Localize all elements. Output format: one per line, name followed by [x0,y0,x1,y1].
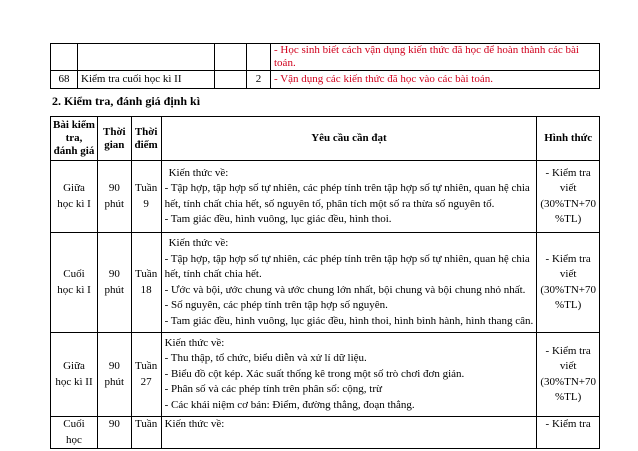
test-name: Giữa học kì I [51,161,98,233]
lesson-name: Kiểm tra cuối học kì II [78,71,215,89]
requirement-line: Kiến thức về: [164,336,225,349]
test-week: Tuần 27 [131,333,161,417]
header-row [51,117,600,161]
lesson-number: 68 [51,71,78,89]
requirement-line: - Tập hợp, tập hợp số tự nhiên, các phép tính trên tập hợp số tự nhiên, quan hệ chia [164,252,530,265]
test-time: 90 phút [97,333,131,417]
test-time: 90 [97,417,131,449]
requirement-line: - Tam giác đều, hình vuông, lục giác đều, hình thoi. [164,213,392,225]
test-name: Cuối học [51,417,98,449]
table-row [51,44,600,71]
test-week: Tuần [131,417,161,449]
assessment-table [50,116,600,449]
test-form: - Kiểm tra viết (30%TN+70 %TL) [537,333,600,417]
lesson-requirement: - Vận dụng các kiến thức đã học vào các bài toán. [271,71,600,89]
empty-cell [215,71,247,89]
requirements-cell [161,161,537,233]
test-time: 90 phút [97,161,131,233]
header-when: Thời điểm [131,117,161,161]
requirement-line: Kiến thức về: [168,166,229,179]
requirement-line: - Tam giác đều, hình vuông, lục giác đều, hình thoi, hình bình hành, hình thang cân. [164,314,534,327]
requirements-cell [161,233,537,333]
requirement-line: hết, tính chất chia hết. [164,268,262,280]
table-row [51,417,600,449]
lesson-requirement: - Học sinh biết cách vận dụng kiến thức đã học để hoàn thành các bài toán. [271,44,600,71]
lesson-periods [247,44,271,71]
requirement-line: Kiến thức về: [168,237,229,249]
requirement-line: - Số nguyên, các phép tính trên tập hợp số nguyên. [164,299,388,311]
requirement-line: - Tập hợp, tập hợp số tự nhiên, các phép tính trên tập hợp số tự nhiên, quan hệ chia [164,182,530,194]
requirement-line: Kiến thức về: [164,418,225,430]
requirement-line: - Phân số và các phép tính trên phân số: cộng, trừ [164,383,382,396]
header-time: Thời gian [97,117,131,161]
lesson-number [51,44,78,71]
test-week: Tuần 9 [131,161,161,233]
test-week: Tuần 18 [131,233,161,333]
header-form: Hình thức [537,117,600,161]
table-row [51,233,600,333]
curriculum-table [50,43,600,89]
header-requirements: Yêu cầu cần đạt [161,117,537,161]
lesson-name [78,44,215,71]
test-time: 90 phút [97,233,131,333]
requirement-line: hết, tính chất chia hết, số nguyên tố, phân tích một số ra thừa số nguyên tố. [164,197,495,210]
header-test: Bài kiểm tra, đánh giá [51,117,98,161]
table-row [51,161,600,233]
test-form: - Kiểm tra viết (30%TN+70 %TL) [537,233,600,333]
test-name: Cuối học kì I [51,233,98,333]
empty-cell [215,44,247,71]
requirement-line: - Thu thập, tổ chức, biểu diễn và xử lí dữ liệu. [164,352,367,365]
table-row [51,333,600,417]
requirements-cell [161,333,537,417]
test-form: - Kiểm tra viết (30%TN+70 %TL) [537,161,600,233]
test-form: - Kiểm tra [537,417,600,449]
table-row [51,71,600,89]
lesson-periods: 2 [247,71,271,89]
requirement-line: - Biểu đồ cột kép. Xác suất thống kê trong một số trò chơi đơn giản. [164,367,465,380]
requirement-line: - Các khái niệm cơ bản: Điểm, đường thẳng, đoạn thẳng. [164,398,415,411]
requirements-cell [161,417,537,449]
test-name: Giữa học kì II [51,333,98,417]
requirement-line: - Ước và bội, ước chung và ước chung lớn nhất, bội chung và bội chung nhỏ nhất. [164,283,526,296]
section-title: 2. Kiểm tra, đánh giá định kì [52,94,201,108]
